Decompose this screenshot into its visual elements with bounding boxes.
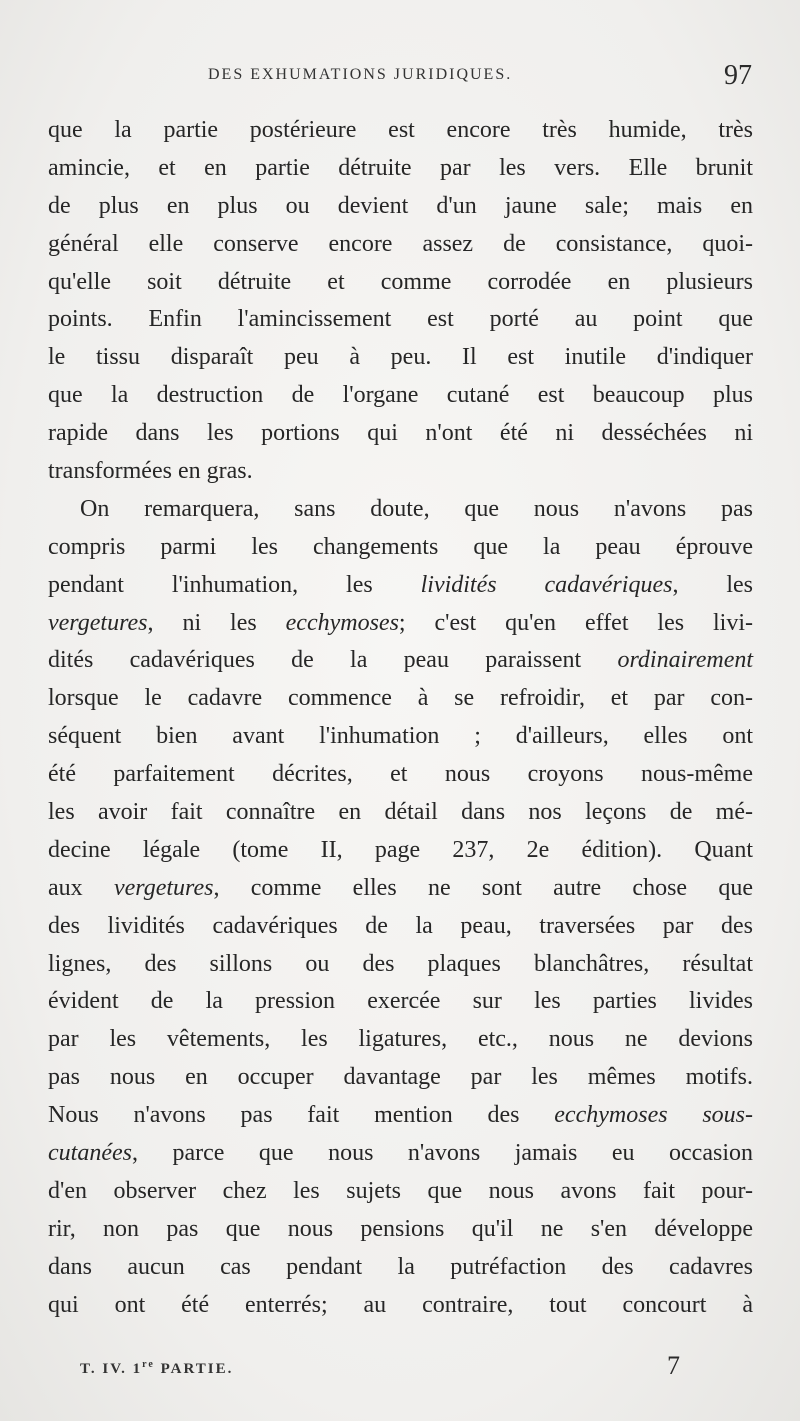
- text-line: dités cadavériques de la peau paraissent ordinairement: [48, 647, 754, 674]
- text-line: On remarquera, sans doute, que nous n'avons pas: [80, 495, 753, 522]
- page-header: [48, 60, 752, 100]
- text-line: vergetures, ni les ecchymoses; c'est qu'en effet les livi-: [48, 609, 754, 636]
- text-line: pendant l'inhumation, les lividités cadavériques, les: [48, 571, 753, 598]
- text-line: lignes, des sillons ou des plaques blanchâtres, résultat: [48, 950, 753, 977]
- text-line: compris parmi les changements que la peau éprouve: [48, 533, 753, 560]
- running-head: DES EXHUMATIONS JURIDIQUES.: [208, 66, 513, 83]
- italic-term: vergetures: [48, 609, 148, 636]
- text-line: les avoir fait connaître en détail dans nos leçons de mé-: [48, 799, 753, 826]
- text-line: des lividités cadavériques de la peau, traversées par des: [48, 912, 753, 939]
- italic-term: ecchymoses: [285, 609, 399, 636]
- italic-term: ecchymoses sous-: [554, 1102, 754, 1129]
- page-footer: [80, 1351, 680, 1385]
- italic-term: ordinairement: [617, 647, 754, 674]
- text-line: général elle conserve encore assez de consistance, quoi-: [48, 230, 753, 257]
- text-line: lorsque le cadavre commence à se refroidir, et par con-: [48, 685, 753, 712]
- text-line: transformées en gras.: [48, 458, 253, 485]
- text-line: rapide dans les portions qui n'ont été ni desséchées ni: [48, 420, 753, 447]
- text-line: été parfaitement décrites, et nous croyons nous-même: [48, 761, 753, 788]
- printer-signature: T. IV. 1re PARTIE.: [80, 1359, 234, 1377]
- page-number: 97: [724, 60, 752, 91]
- text-line: qu'elle soit détruite et comme corrodée en plusieurs: [48, 268, 753, 295]
- text-line: le tissu disparaît peu à peu. Il est inutile d'indiquer: [48, 344, 753, 371]
- text-line: rir, non pas que nous pensions qu'il ne s'en développe: [48, 1215, 753, 1242]
- italic-term: vergetures: [113, 874, 214, 901]
- sheet-number: 7: [667, 1351, 680, 1380]
- text-line: de plus en plus ou devient d'un jaune sale; mais en: [48, 192, 753, 219]
- text-line: decine légale (tome II, page 237, 2e édition). Quant: [48, 836, 753, 863]
- text-line: qui ont été enterrés; au contraire, tout concourt à: [48, 1291, 753, 1318]
- text-line: pas nous en occuper davantage par les mêmes motifs.: [48, 1064, 753, 1091]
- italic-term: cutanées: [48, 1140, 132, 1167]
- text-line: amincie, et en partie détruite par les vers. Elle brunit: [48, 154, 753, 181]
- body-text: [48, 112, 753, 1325]
- text-line: que la partie postérieure est encore très humide, très: [48, 117, 753, 143]
- text-line: évident de la pression exercée sur les parties livides: [48, 988, 753, 1015]
- text-line: d'en observer chez les sujets que nous avons fait pour-: [48, 1177, 753, 1204]
- text-line: dans aucun cas pendant la putréfaction des cadavres: [48, 1253, 753, 1280]
- text-line: Nous n'avons pas fait mention des ecchymoses sous-: [48, 1102, 754, 1129]
- text-line: que la destruction de l'organe cutané est beaucoup plus: [48, 382, 753, 409]
- text-line: cutanées, parce que nous n'avons jamais eu occasion: [48, 1140, 753, 1167]
- text-line: séquent bien avant l'inhumation ; d'ailleurs, elles ont: [48, 723, 753, 750]
- text-line: points. Enfin l'amincissement est porté au point que: [48, 306, 753, 333]
- text-line: aux vergetures, comme elles ne sont autre chose que: [48, 874, 754, 901]
- text-line: par les vêtements, les ligatures, etc., nous ne devions: [48, 1026, 753, 1053]
- italic-term: lividités cadavériques: [420, 571, 673, 598]
